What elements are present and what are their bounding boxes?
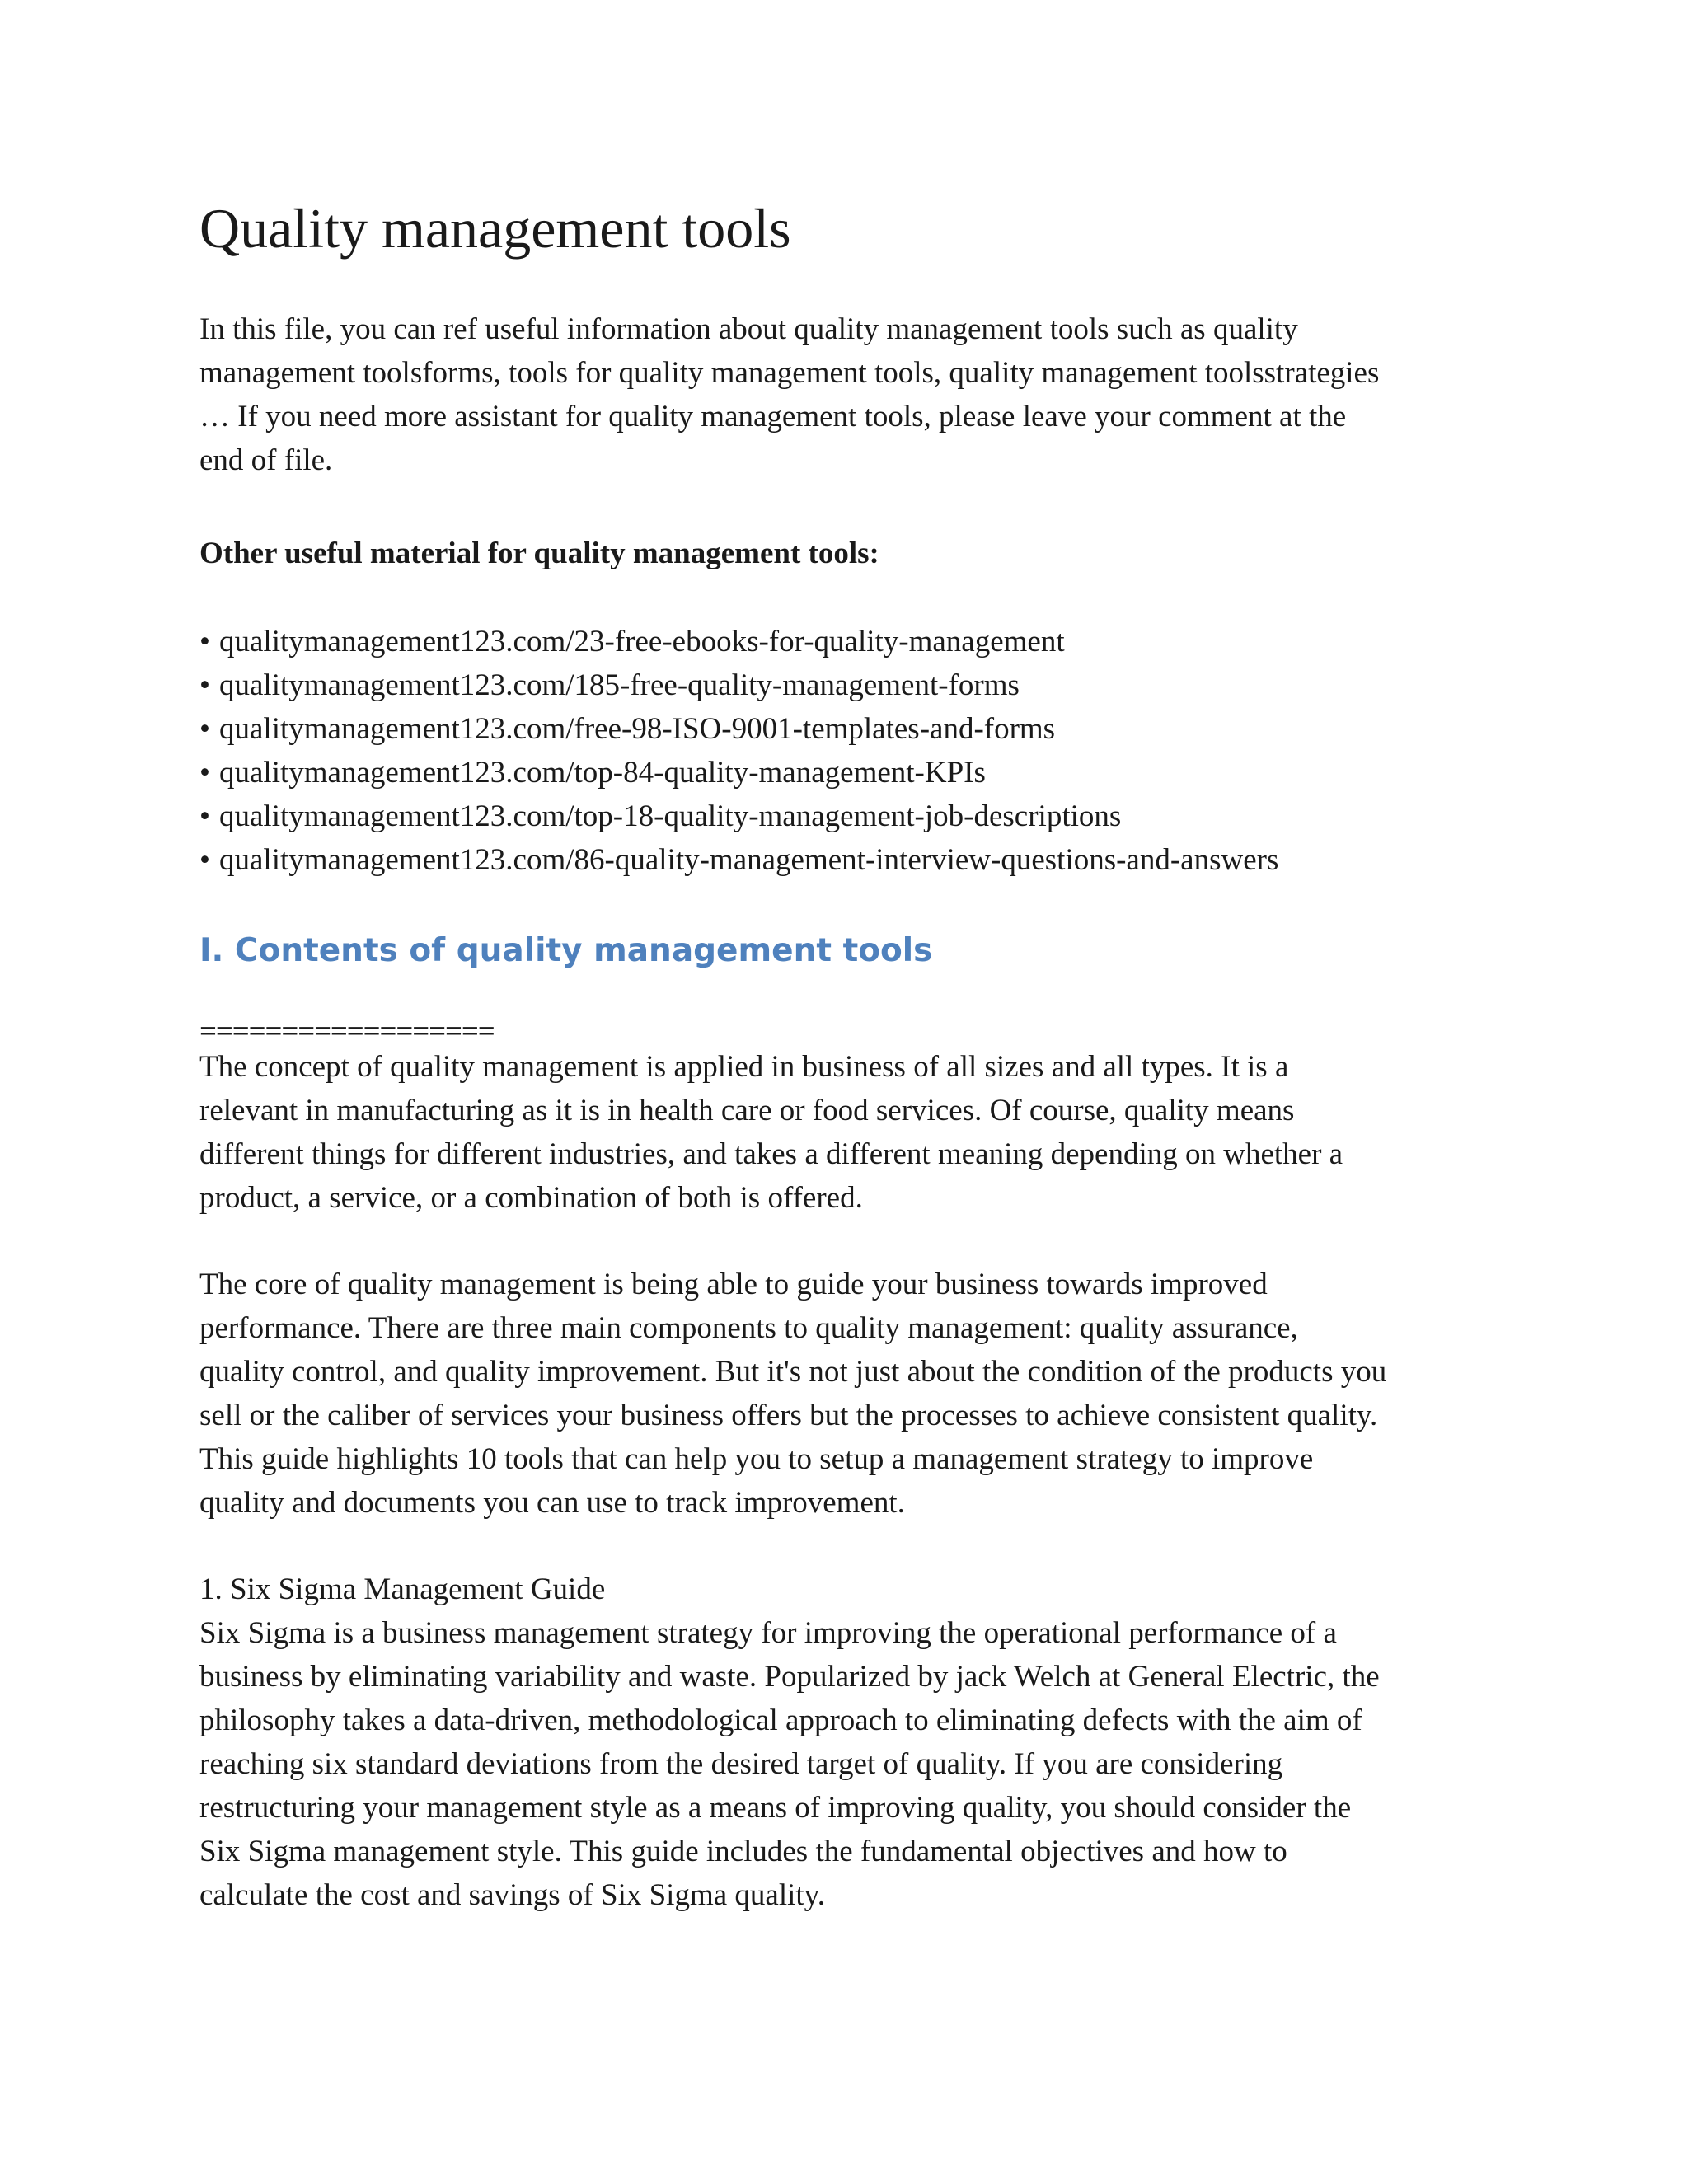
paragraph-line: calculate the cost and savings of Six Sigma quality.	[199, 1878, 826, 1912]
paragraph-line: restructuring your management style as a means of improving quality, you should consider the	[199, 1791, 1352, 1825]
paragraph-line: relevant in manufacturing as it is in health care or food services. Of course, quality means	[199, 1094, 1295, 1127]
other-material-heading: Other useful material for quality management tools:	[199, 537, 879, 570]
paragraph-line: different things for different industries, and takes a different meaning depending on whether a	[199, 1137, 1343, 1171]
material-link-list	[199, 620, 1278, 882]
paragraph-line: This guide highlights 10 tools that can help you to setup a management strategy to improve	[199, 1442, 1314, 1476]
intro-line: management toolsforms, tools for quality management tools, quality management toolsstrategies	[199, 356, 1380, 390]
bullet-icon: •	[199, 756, 210, 790]
six-sigma-paragraph	[199, 1568, 1502, 1917]
paragraph-line: philosophy takes a data-driven, methodological approach to eliminating defects with the aim of	[199, 1704, 1362, 1737]
paragraph-line: 1. Six Sigma Management Guide	[199, 1572, 606, 1606]
bullet-icon: •	[199, 712, 210, 746]
section-heading-contents: I. Contents of quality management tools	[199, 932, 933, 969]
material-link-text[interactable]: qualitymanagement123.com/23-free-ebooks-for-quality-management	[219, 625, 1065, 658]
material-link-item[interactable]	[199, 663, 1278, 707]
material-link-text[interactable]: qualitymanagement123.com/top-84-quality-management-KPIs	[219, 756, 986, 790]
core-paragraph	[199, 1263, 1502, 1525]
material-link-item[interactable]	[199, 794, 1278, 838]
material-link-text[interactable]: qualitymanagement123.com/free-98-ISO-9001-templates-and-forms	[219, 712, 1056, 746]
paragraph-line: The concept of quality management is applied in business of all sizes and all types. It is a	[199, 1050, 1289, 1084]
paragraph-line: quality and documents you can use to track improvement.	[199, 1486, 905, 1520]
paragraph-line: sell or the caliber of services your business offers but the processes to achieve consistent quality.	[199, 1399, 1378, 1432]
material-link-item[interactable]	[199, 707, 1278, 751]
paragraph-line: Six Sigma management style. This guide includes the fundamental objectives and how to	[199, 1835, 1287, 1868]
material-link-text[interactable]: qualitymanagement123.com/185-free-quality-management-forms	[219, 668, 1020, 702]
paragraph-line: product, a service, or a combination of both is offered.	[199, 1181, 863, 1215]
bullet-icon: •	[199, 843, 210, 877]
divider-line: ==================	[199, 1015, 495, 1048]
material-link-item[interactable]	[199, 620, 1278, 663]
concept-paragraph	[199, 1045, 1502, 1220]
intro-line: … If you need more assistant for quality management tools, please leave your comment at the	[199, 400, 1347, 434]
paragraph-line: The core of quality management is being able to guide your business towards improved	[199, 1268, 1268, 1301]
bullet-icon: •	[199, 625, 210, 658]
material-link-item[interactable]	[199, 838, 1278, 882]
intro-line: end of file.	[199, 443, 333, 477]
paragraph-line: reaching six standard deviations from the desired target of quality. If you are considering	[199, 1747, 1283, 1781]
page-title: Quality management tools	[199, 197, 791, 260]
bullet-icon: •	[199, 799, 210, 833]
intro-paragraph	[199, 307, 1502, 482]
material-link-text[interactable]: qualitymanagement123.com/86-quality-management-interview-questions-and-answers	[219, 843, 1279, 877]
paragraph-line: performance. There are three main components to quality management: quality assurance,	[199, 1311, 1298, 1345]
bullet-icon: •	[199, 668, 210, 702]
intro-line: In this file, you can ref useful information about quality management tools such as quality	[199, 312, 1298, 346]
paragraph-line: quality control, and quality improvement. But it's not just about the condition of the products you	[199, 1355, 1387, 1389]
material-link-item[interactable]	[199, 751, 1278, 794]
paragraph-line: Six Sigma is a business management strategy for improving the operational performance of a	[199, 1616, 1337, 1650]
paragraph-line: business by eliminating variability and waste. Popularized by jack Welch at General Electric, the	[199, 1660, 1380, 1694]
material-link-text[interactable]: qualitymanagement123.com/top-18-quality-management-job-descriptions	[219, 799, 1122, 833]
